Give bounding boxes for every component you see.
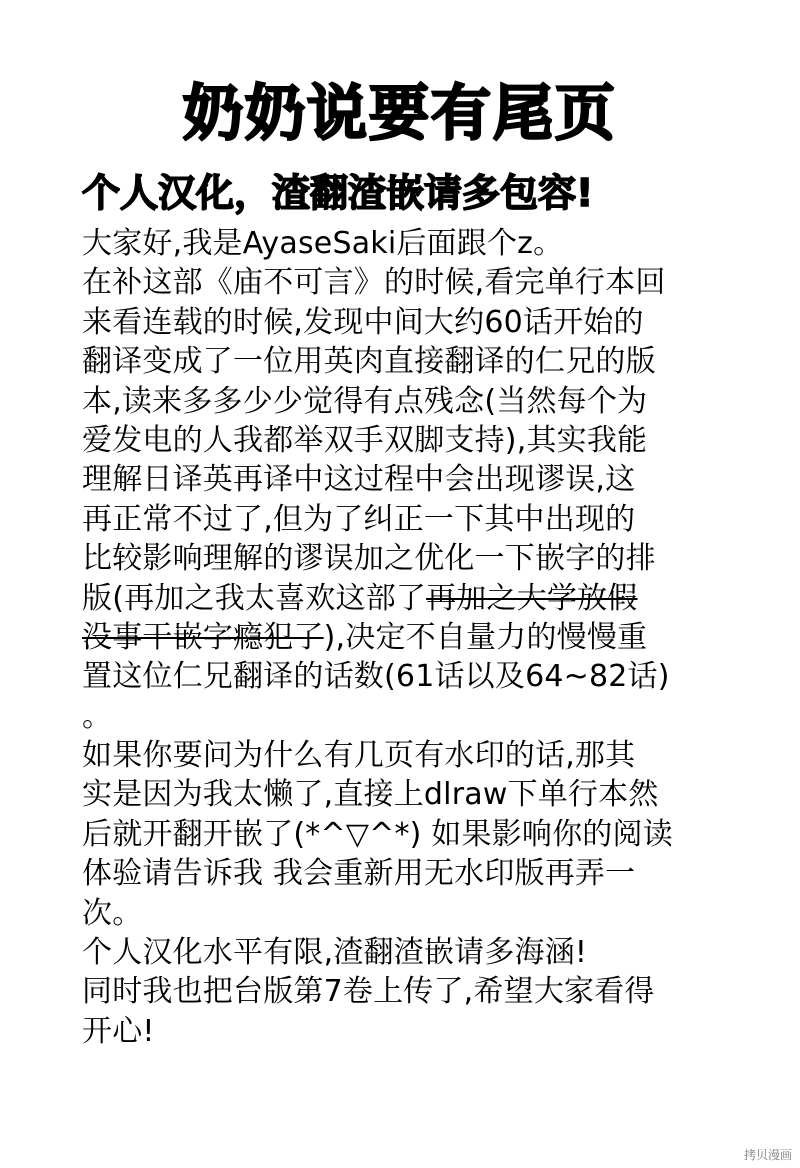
subtitle: 个人汉化，渣翻渣嵌请多包容! [82, 171, 594, 215]
text-segment: 再正常不过了,但为了纠正一下其中出现的 [82, 501, 636, 537]
text-segment: 个人汉化水平有限,渣翻渣嵌请多海涵! [82, 935, 588, 971]
text-line [82, 421, 782, 460]
text-line [82, 342, 782, 381]
text-segment: ),决定不自量力的慢慢重 [323, 619, 648, 655]
strikethrough-text: 再加之大学放假 [426, 580, 638, 616]
text-segment: 翻译变成了一位用英肉直接翻译的仁兄的版 [82, 344, 656, 380]
text-line [82, 972, 782, 1011]
text-line [82, 657, 782, 696]
text-segment: 次。 [82, 895, 143, 931]
text-line [82, 933, 782, 972]
text-segment: 如果你要问为什么有几页有水印的话,那其 [82, 738, 636, 774]
text-segment: 来看连载的时候,发现中间大约60话开始的 [82, 304, 644, 340]
text-segment: 同时我也把台版第7卷上传了,希望大家看得 [82, 974, 655, 1010]
text-segment: 比较影响理解的谬误加之优化一下嵌字的排 [82, 541, 656, 577]
text-segment: 开心! [82, 1013, 155, 1049]
text-line [82, 539, 782, 578]
text-segment: 本,读来多多少少觉得有点残念(当然每个为 [82, 383, 648, 419]
text-segment: 置这位仁兄翻译的话数(61话以及64~82话) [82, 659, 670, 695]
text-segment: 理解日译英再译中这过程中会出现谬误,这 [82, 462, 636, 498]
text-segment: 。 [82, 698, 113, 734]
text-line [82, 579, 782, 618]
text-line [82, 854, 782, 893]
text-line [82, 500, 782, 539]
watermark: 拷贝漫画 [743, 1148, 792, 1162]
text-segment: 大家好,我是AyaseSaki后面跟个z。 [82, 226, 564, 261]
text-line [82, 1012, 782, 1051]
text-line [82, 736, 782, 775]
text-line [82, 382, 782, 421]
text-line [82, 460, 782, 499]
text-line [82, 815, 782, 854]
text-line [82, 263, 782, 302]
text-line [82, 224, 782, 263]
text-segment: 爱发电的人我都举双手双脚支持),其实我能 [82, 422, 648, 458]
text-segment: 后就开翻开嵌了(*^▽^*) 如果影响你的阅读 [82, 816, 673, 852]
text-line [82, 775, 782, 814]
text-segment: 在补这部《庙不可言》的时候,看完单行本回 [82, 265, 666, 301]
text-line [82, 697, 782, 736]
strikethrough-text: 没事干嵌字瘾犯了 [82, 619, 324, 655]
page-title: 奶奶说要有尾页 [183, 79, 617, 149]
text-line [82, 618, 782, 657]
text-segment: 版(再加之我太喜欢这部了 [82, 580, 427, 616]
text-segment: 体验请告诉我 我会重新用无水印版再弄一 [82, 856, 636, 892]
text-segment: 实是因为我太懒了,直接上dlraw下单行本然 [82, 777, 659, 813]
body-text [82, 224, 782, 1051]
text-line [82, 303, 782, 342]
text-line [82, 894, 782, 933]
